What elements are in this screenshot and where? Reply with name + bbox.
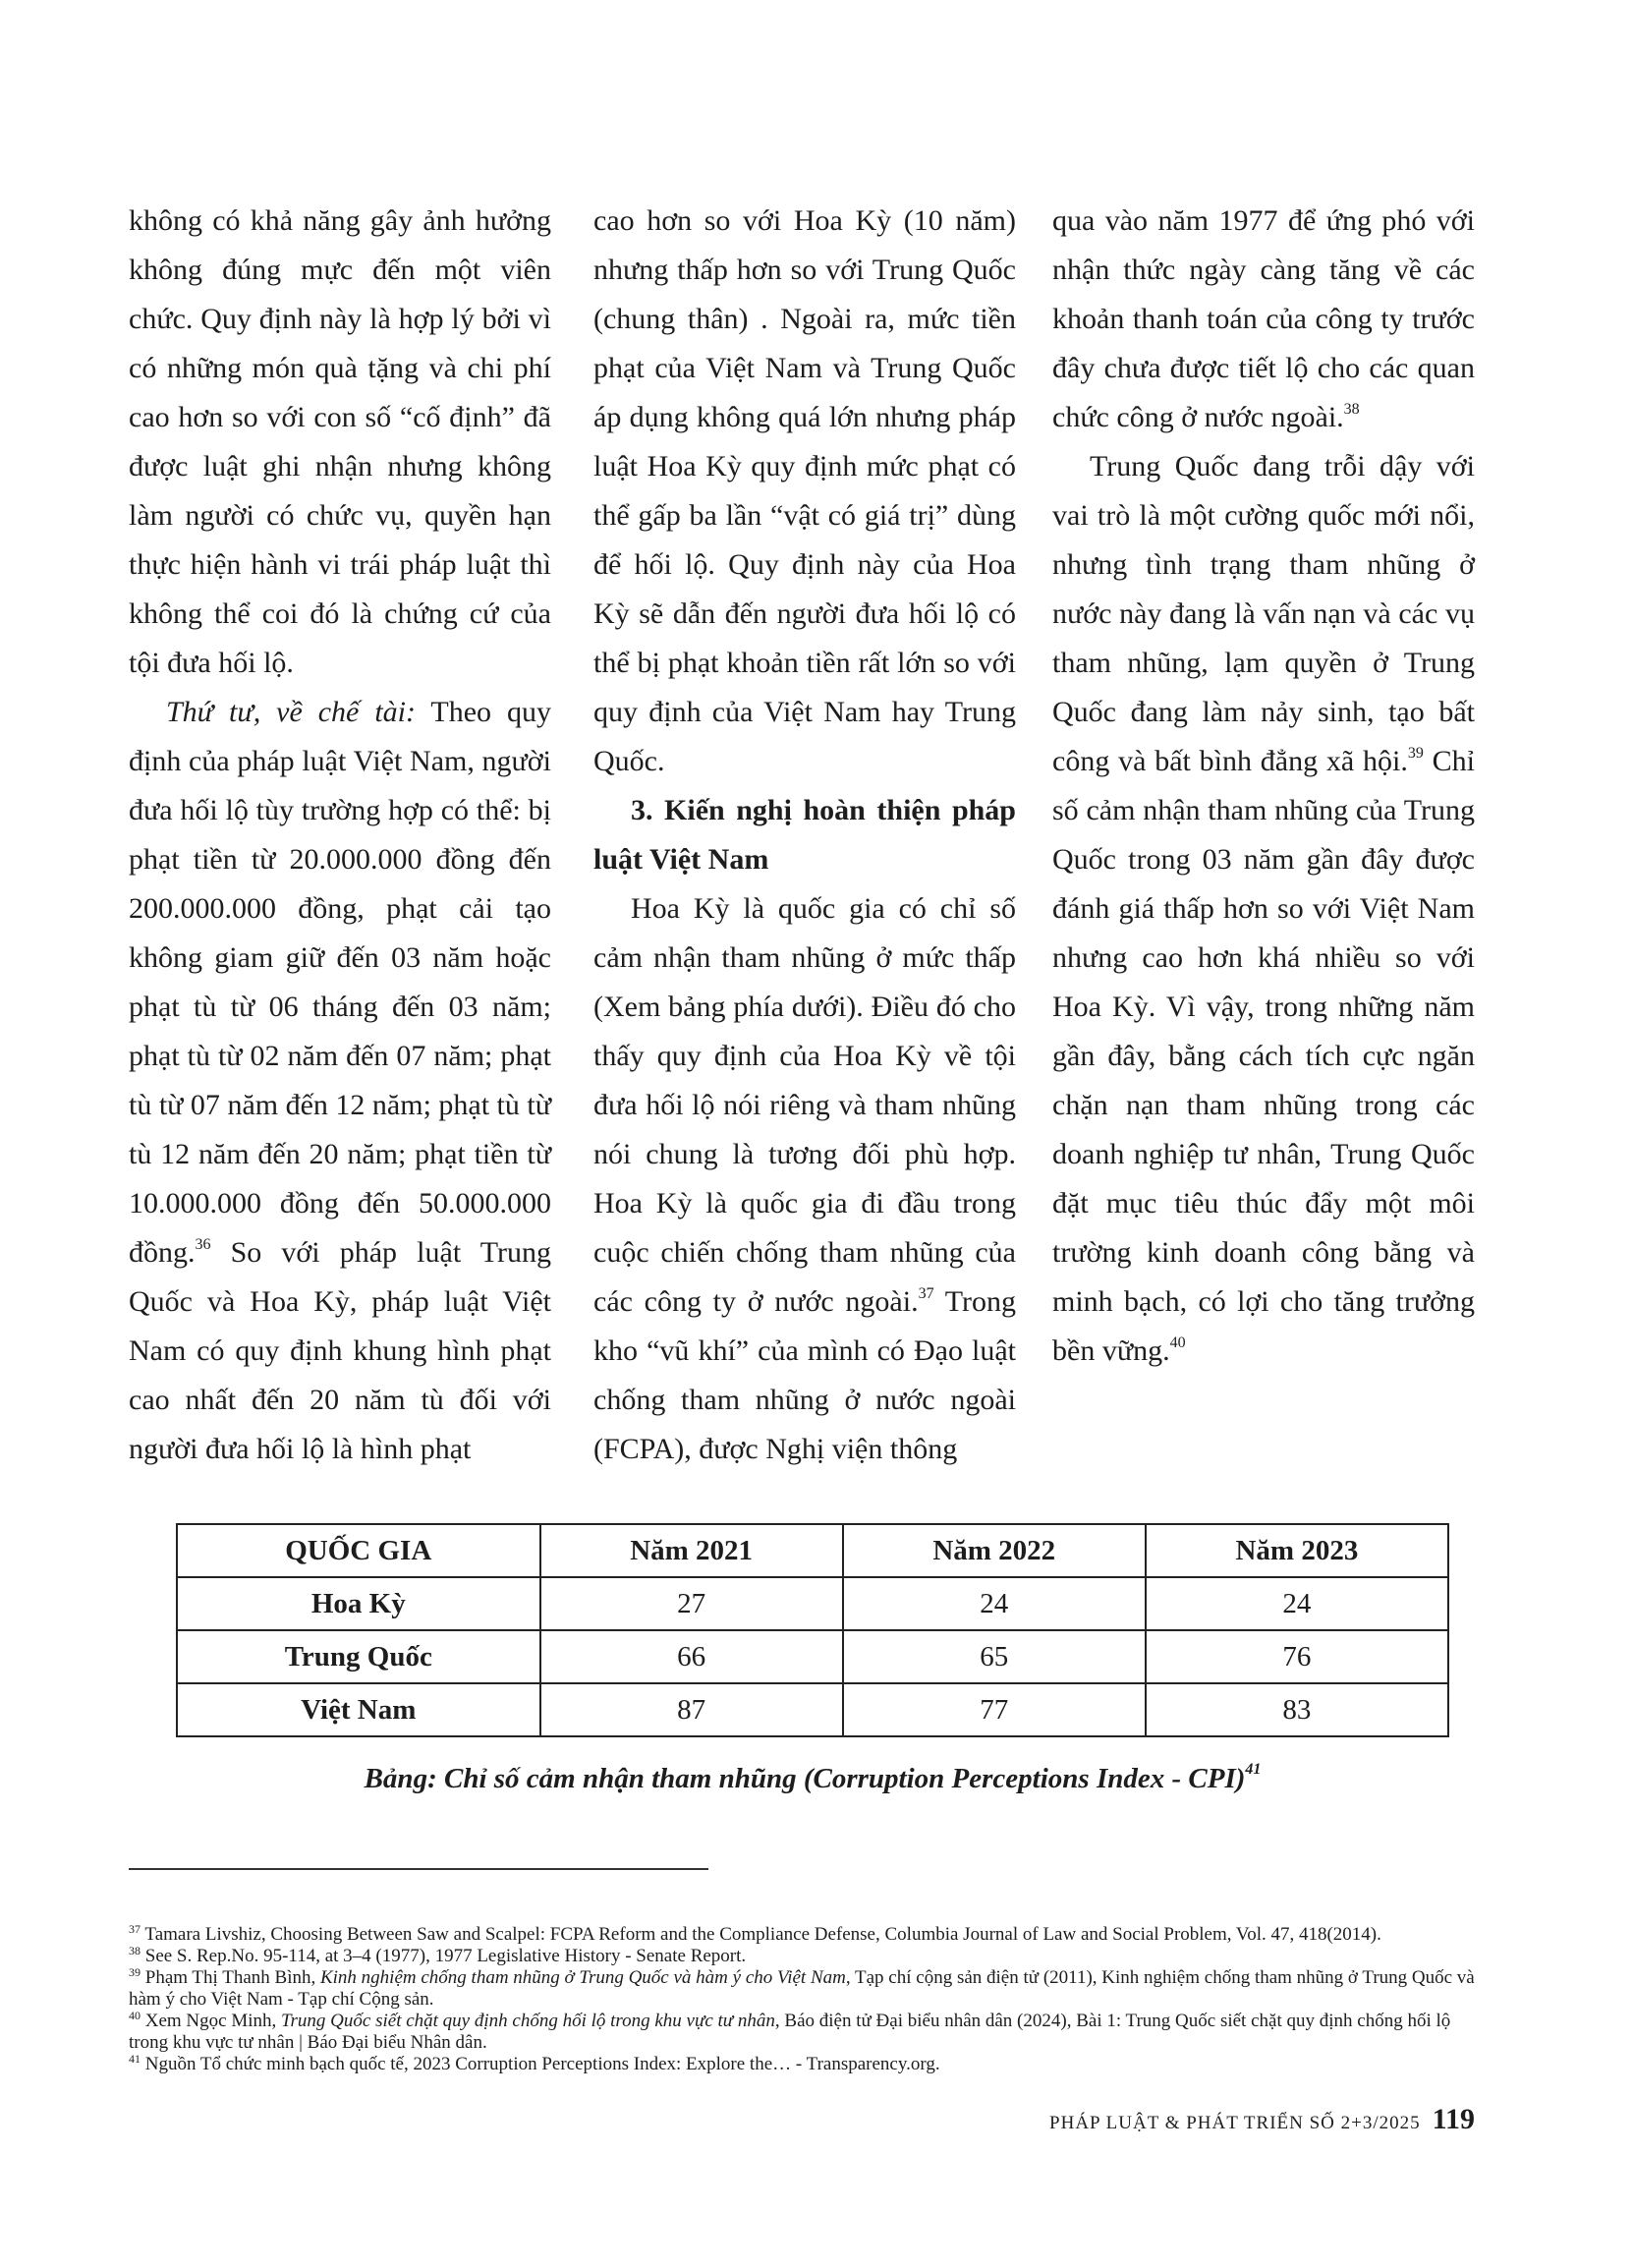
table-caption: Bảng: Chỉ số cảm nhận tham nhũng (Corruption Perceptions Index - CPI)$^{41}$: [364, 1761, 1262, 1794]
footnote-41: $^{41}$ Nguồn Tổ chức minh bạch quốc tế, 2023 Corruption Perceptions Index: Explore the… - Transparency.org.: [129, 2052, 940, 2074]
page-footer: [1049, 2103, 1475, 2136]
paragraph: Thứ tư, về chế tài: Theo quy định của pháp luật Việt Nam, người đưa hối lộ tùy trường hợp có thể: bị phạt tiền từ 20.000.000 đồng đến 200.000.000 đồng, phạt cải tạo không giam giữ đến 03 năm hoặc phạt tù từ 06 tháng đến 03 năm; phạt tù từ 02 năm đến 07 năm; phạt tù từ 07 năm đến 12 năm; phạt tù từ tù 12 năm đến 20 năm; phạt tiền từ 10.000.000 đồng đến 50.000.000 đồng.$^{36}$ So với pháp luật Trung Quốc và Hoa Kỳ, pháp luật Việt Nam có quy định khung hình phạt cao nhất đến 20 năm tù đối với người đưa hối lộ là hình phạt: [129, 696, 551, 1465]
table-row: [177, 1577, 1448, 1630]
text-column-3: [1052, 197, 1475, 1376]
table-row: [177, 1683, 1448, 1736]
paragraph: Trung Quốc đang trỗi dậy với vai trò là một cường quốc mới nổi, nhưng tình trạng tham nhũng ở nước này đang là vấn nạn và các vụ tham nhũng, lạm quyền ở Trung Quốc đang làm nảy sinh, tạo bất công và bất bình đẳng xã hội.$^{39}$ Chỉ số cảm nhận tham nhũng của Trung Quốc trong 03 năm gần đây được đánh giá thấp hơn so với Việt Nam nhưng cao hơn khá nhiều so với Hoa Kỳ. Vì vậy, trong những năm gần đây, bằng cách tích cực ngăn chặn nạn tham nhũng trong các doanh nghiệp tư nhân, Trung Quốc đặt mục tiêu thúc đẩy một môi trường kinh doanh công bằng và minh bạch, có lợi cho tăng trưởng bền vững.$^{40}$: [1052, 450, 1475, 1367]
page-number: 119: [1432, 2103, 1475, 2135]
row-header: Việt Nam: [177, 1683, 540, 1736]
table-cell: 65: [843, 1630, 1146, 1683]
table-cell: 24: [1146, 1577, 1448, 1630]
cpi-table: [176, 1523, 1449, 1737]
row-header: Trung Quốc: [177, 1630, 540, 1683]
text-column-2: [593, 197, 1016, 1474]
paragraph: qua vào năm 1977 để ứng phó với nhận thức ngày càng tăng về các khoản thanh toán của công ty trước đây chưa được tiết lộ cho các quan chức công ở nước ngoài.$^{38}$: [1052, 204, 1475, 433]
footnote-39: $^{39}$ Phạm Thị Thanh Bình, Kinh nghiệm chống tham nhũng ở Trung Quốc và hàm ý cho Việt Nam, Tạp chí cộng sản điện tử (2011), Kinh nghiệm chống tham nhũng ở Trung Quốc và hàm ý cho Việt Nam - Tạp chí Cộng sản.: [129, 1965, 1475, 2010]
table-header-row: [177, 1524, 1448, 1577]
table-cell: 66: [540, 1630, 843, 1683]
table-row: [177, 1630, 1448, 1683]
italic-lead: Thứ tư, về chế tài:: [166, 696, 416, 728]
table-cell: 77: [843, 1683, 1146, 1736]
row-header: Hoa Kỳ: [177, 1577, 540, 1630]
column-header: Năm 2021: [540, 1524, 843, 1577]
paragraph: Hoa Kỳ là quốc gia có chỉ số cảm nhận tham nhũng ở mức thấp (Xem bảng phía dưới). Điều đó cho thấy quy định của Hoa Kỳ về tội đưa hối lộ nói riêng và tham nhũng nói chung là tương đối phù hợp. Hoa Kỳ là quốc gia đi đầu trong cuộc chiến chống tham nhũng của các công ty ở nước ngoài.$^{37}$ Trong kho “vũ khí” của mình có Đạo luật chống tham nhũng ở nước ngoài (FCPA), được Nghị viện thông: [593, 892, 1016, 1465]
table-cell: 27: [540, 1577, 843, 1630]
table-cell: 76: [1146, 1630, 1448, 1683]
table-cell: 87: [540, 1683, 843, 1736]
text-column-1: [129, 197, 551, 1474]
journal-name: PHÁP LUẬT & PHÁT TRIỂN SỐ 2+3/2025: [1049, 2113, 1421, 2133]
paragraph: không có khả năng gây ảnh hưởng không đúng mực đến một viên chức. Quy định này là hợp lý bởi vì có những món quà tặng và chi phí cao hơn so với con số “cố định” đã được luật ghi nhận nhưng không làm người có chức vụ, quyền hạn thực hiện hành vi trái pháp luật thì không thể coi đó là chứng cứ của tội đưa hối lộ.: [129, 204, 551, 679]
footnote-ref[interactable]: 37: [918, 1285, 934, 1302]
footnote-ref[interactable]: 39: [1407, 745, 1424, 762]
footnote-ref[interactable]: 41: [1245, 1761, 1262, 1778]
footnote-40: $^{40}$ Xem Ngọc Minh, Trung Quốc siết chặt quy định chống hối lộ trong khu vực tư nhân, Báo điện tử Đại biểu nhân dân (2024), Bài 1: Trung Quốc siết chặt quy định chống hối lộ trong khu vực tư nhân | Báo Đại biểu Nhân dân.: [129, 2009, 1451, 2053]
footnotes: [129, 1924, 1475, 2075]
paragraph: cao hơn so với Hoa Kỳ (10 năm) nhưng thấp hơn so với Trung Quốc (chung thân) . Ngoài ra, mức tiền phạt của Việt Nam và Trung Quốc áp dụng không quá lớn nhưng pháp luật Hoa Kỳ quy định mức phạt có thể gấp ba lần “vật có giá trị” dùng để hối lộ. Quy định này của Hoa Kỳ sẽ dẫn đến người đưa hối lộ có thể bị phạt khoản tiền rất lớn so với quy định của Việt Nam hay Trung Quốc.: [593, 204, 1016, 777]
table-cell: 83: [1146, 1683, 1448, 1736]
footnote-divider: [129, 1868, 708, 1870]
table-cell: 24: [843, 1577, 1146, 1630]
footnote-ref[interactable]: 40: [1169, 1334, 1186, 1351]
column-header: QUỐC GIA: [177, 1524, 540, 1577]
footnote-37: $^{37}$ Tamara Livshiz, Choosing Between Saw and Scalpel: FCPA Reform and the Compliance Defense, Columbia Journal of Law and Social Problem, Vol. 47, 418(2014).: [129, 1922, 1381, 1945]
section-heading: 3. Kiến nghị hoàn thiện pháp luật Việt Nam: [593, 794, 1016, 876]
column-header: Năm 2023: [1146, 1524, 1448, 1577]
footnote-38: $^{38}$ See S. Rep.No. 95-114, at 3–4 (1977), 1977 Legislative History - Senate Report.: [129, 1944, 747, 1966]
column-header: Năm 2022: [843, 1524, 1146, 1577]
footnote-ref[interactable]: 38: [1343, 401, 1360, 418]
footnote-ref[interactable]: 36: [195, 1236, 211, 1253]
